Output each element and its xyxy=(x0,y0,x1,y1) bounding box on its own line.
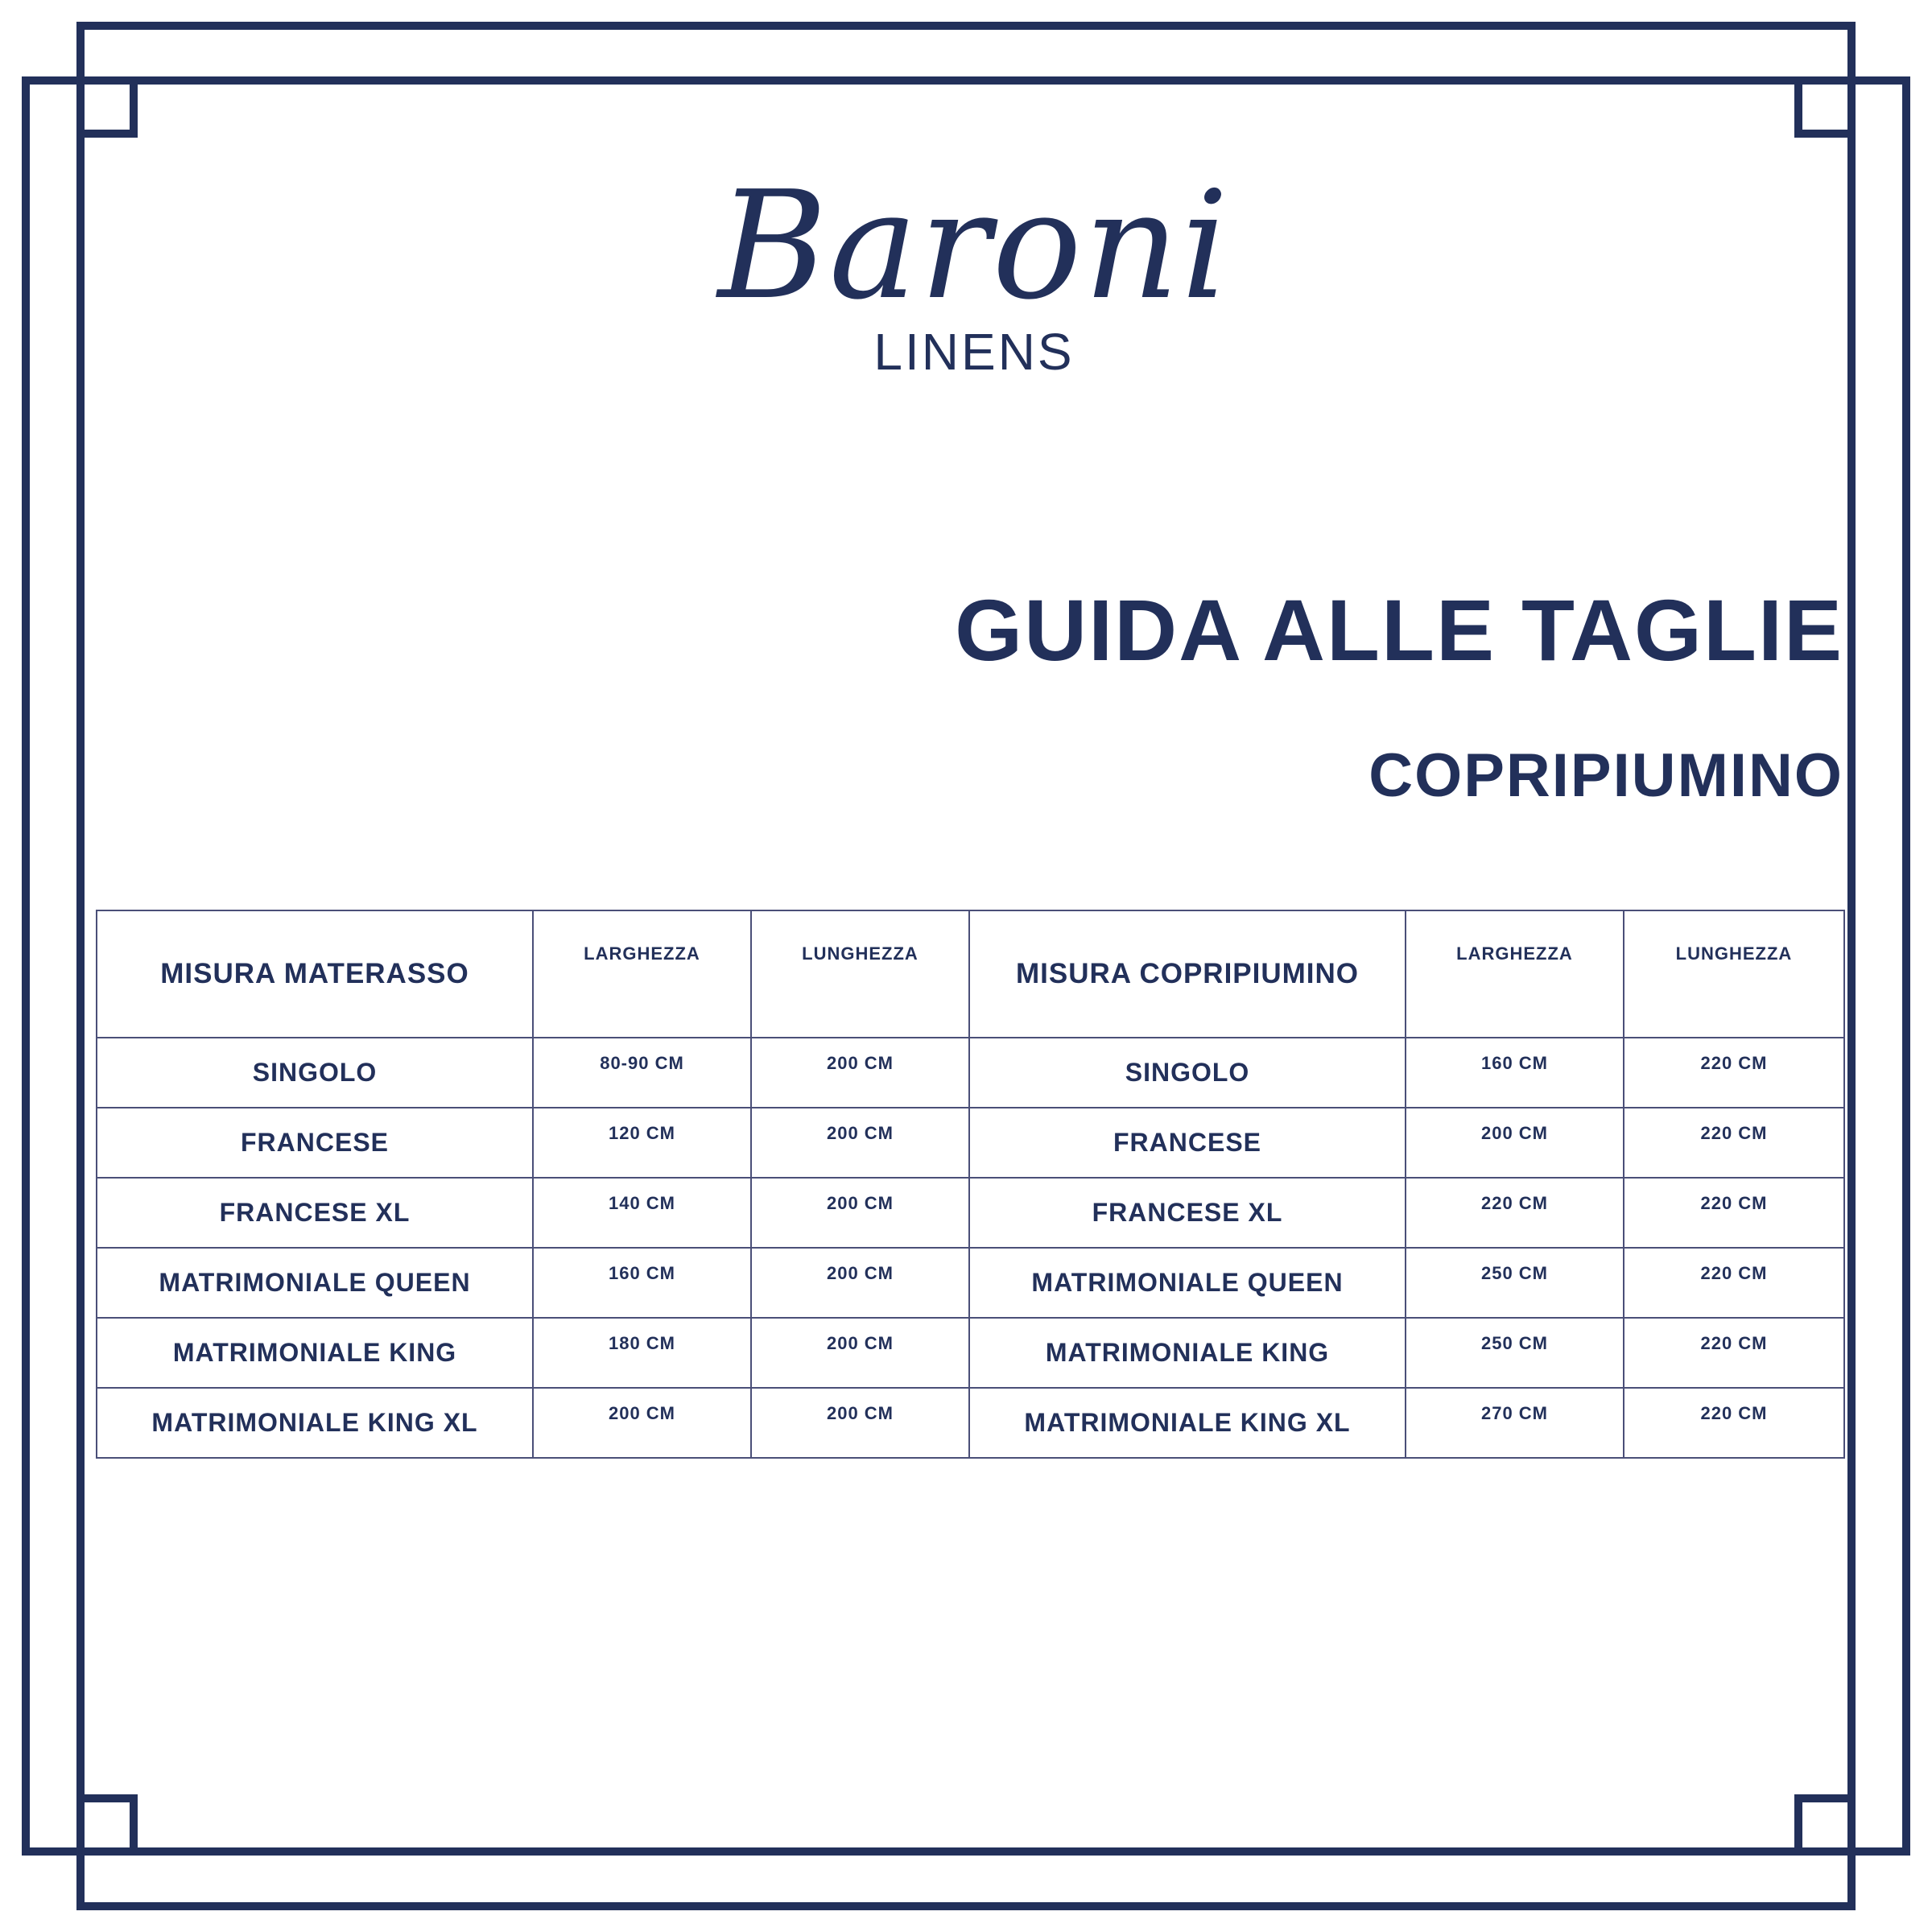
duvet-width-cell: 250 CM xyxy=(1406,1248,1624,1318)
duvet-length-cell: 220 CM xyxy=(1624,1248,1844,1318)
logo-subtitle: LINENS xyxy=(873,323,1075,381)
mattress-size-cell: FRANCESE xyxy=(97,1108,533,1178)
duvet-width-cell: 200 CM xyxy=(1406,1108,1624,1178)
duvet-length-cell: 220 CM xyxy=(1624,1318,1844,1388)
duvet-size-cell: FRANCESE XL xyxy=(969,1178,1406,1248)
brand-logo xyxy=(692,161,1256,380)
table-row xyxy=(97,1108,1844,1178)
header-mattress-length: LUNGHEZZA xyxy=(751,910,969,1038)
table-header-row xyxy=(97,910,1844,1038)
table-row xyxy=(97,1388,1844,1458)
frame-corner-bottom-right xyxy=(1798,1798,1852,1852)
table-row xyxy=(97,1318,1844,1388)
frame-corner-top-right xyxy=(1798,80,1852,134)
mattress-length-cell: 200 CM xyxy=(751,1038,969,1108)
table-row xyxy=(97,1248,1844,1318)
mattress-size-cell: MATRIMONIALE KING xyxy=(97,1318,533,1388)
mattress-width-cell: 180 CM xyxy=(533,1318,751,1388)
size-table xyxy=(96,910,1845,1459)
header-duvet-width: LARGHEZZA xyxy=(1406,910,1624,1038)
duvet-length-cell: 220 CM xyxy=(1624,1388,1844,1458)
duvet-size-cell: MATRIMONIALE KING xyxy=(969,1318,1406,1388)
mattress-size-cell: SINGOLO xyxy=(97,1038,533,1108)
mattress-length-cell: 200 CM xyxy=(751,1108,969,1178)
header-mattress-width: LARGHEZZA xyxy=(533,910,751,1038)
duvet-size-cell: MATRIMONIALE KING XL xyxy=(969,1388,1406,1458)
duvet-length-cell: 220 CM xyxy=(1624,1108,1844,1178)
duvet-size-cell: FRANCESE xyxy=(969,1108,1406,1178)
mattress-length-cell: 200 CM xyxy=(751,1318,969,1388)
mattress-width-cell: 200 CM xyxy=(533,1388,751,1458)
mattress-size-cell: MATRIMONIALE QUEEN xyxy=(97,1248,533,1318)
mattress-size-cell: FRANCESE XL xyxy=(97,1178,533,1248)
table-row xyxy=(97,1178,1844,1248)
header-mattress-size: MISURA MATERASSO xyxy=(97,910,533,1038)
header-duvet-length: LUNGHEZZA xyxy=(1624,910,1844,1038)
page-title: GUIDA ALLE TAGLIE xyxy=(955,581,1843,679)
frame-corner-bottom-left xyxy=(80,1798,134,1852)
mattress-length-cell: 200 CM xyxy=(751,1388,969,1458)
mattress-width-cell: 160 CM xyxy=(533,1248,751,1318)
mattress-length-cell: 200 CM xyxy=(751,1178,969,1248)
duvet-size-cell: MATRIMONIALE QUEEN xyxy=(969,1248,1406,1318)
duvet-size-cell: SINGOLO xyxy=(969,1038,1406,1108)
duvet-length-cell: 220 CM xyxy=(1624,1038,1844,1108)
logo-script: Baroni xyxy=(717,159,1231,332)
table-row xyxy=(97,1038,1844,1108)
duvet-width-cell: 160 CM xyxy=(1406,1038,1624,1108)
page-subtitle: COPRIPIUMINO xyxy=(1368,741,1843,810)
header-duvet-size: MISURA COPRIPIUMINO xyxy=(969,910,1406,1038)
duvet-width-cell: 220 CM xyxy=(1406,1178,1624,1248)
mattress-width-cell: 140 CM xyxy=(533,1178,751,1248)
mattress-length-cell: 200 CM xyxy=(751,1248,969,1318)
duvet-width-cell: 270 CM xyxy=(1406,1388,1624,1458)
mattress-width-cell: 120 CM xyxy=(533,1108,751,1178)
mattress-width-cell: 80-90 CM xyxy=(533,1038,751,1108)
duvet-width-cell: 250 CM xyxy=(1406,1318,1624,1388)
mattress-size-cell: MATRIMONIALE KING XL xyxy=(97,1388,533,1458)
duvet-length-cell: 220 CM xyxy=(1624,1178,1844,1248)
frame-corner-top-left xyxy=(80,80,134,134)
